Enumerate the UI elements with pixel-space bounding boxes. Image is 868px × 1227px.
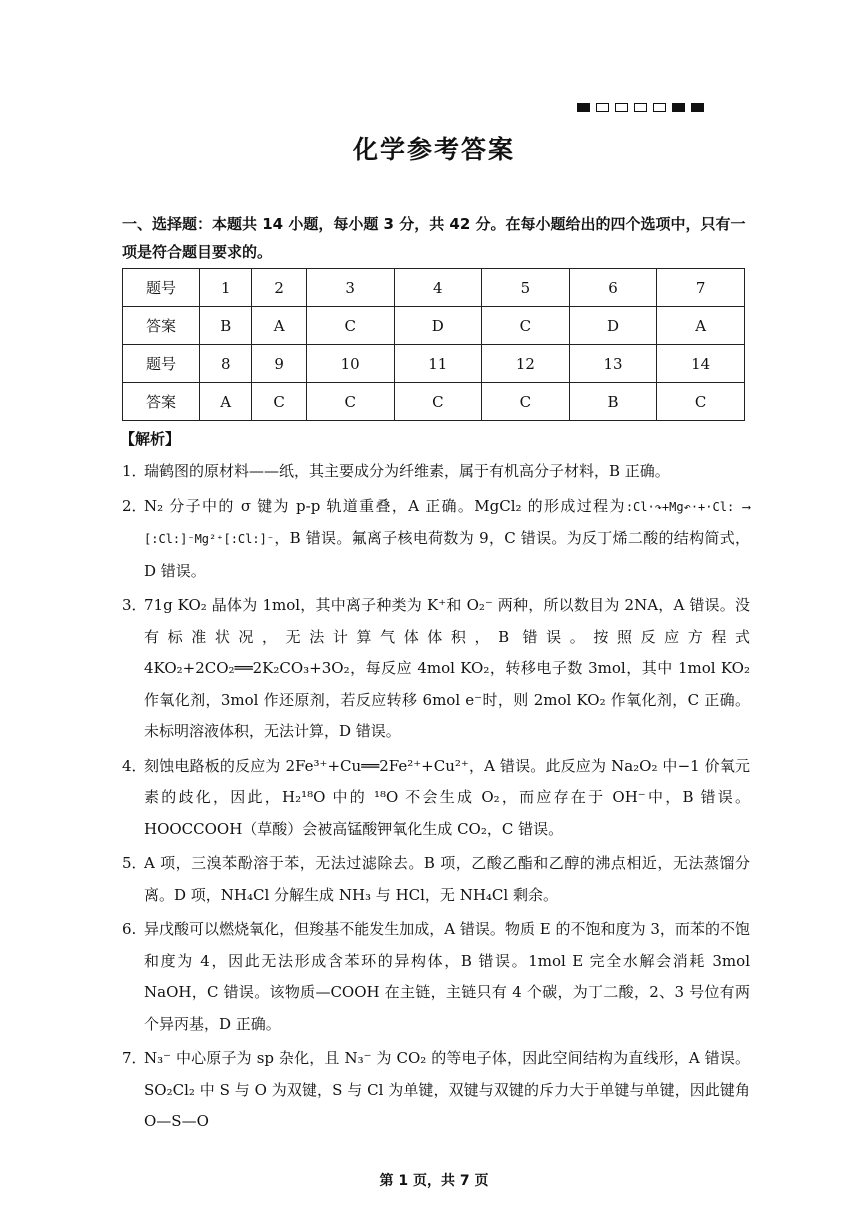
question-number: 2 (252, 269, 306, 307)
analysis-item (122, 848, 750, 911)
lewis-formula: :Cl·↷+Mg↶·+·Cl: ⟶ [:Cl:]⁻Mg²⁺[:Cl:]⁻ (144, 499, 750, 546)
analysis-item (122, 914, 750, 1040)
question-number: 8 (200, 345, 252, 383)
filled-mark (691, 103, 704, 112)
section-heading: 一、选择题：本题共 14 小题，每小题 3 分，共 42 分。在每小题给出的四个选项中，只有一项是符合题目要求的。 (122, 215, 746, 261)
answer-row (123, 383, 745, 421)
analysis-heading: 【解析】 (120, 430, 181, 448)
question-number: 5 (482, 269, 570, 307)
corner-marks (577, 103, 704, 112)
answer-cell: D (394, 307, 482, 345)
empty-mark (634, 103, 647, 112)
answer-cell: C (482, 307, 570, 345)
question-number: 1 (200, 269, 252, 307)
answer-cell: A (657, 307, 745, 345)
item-number: 4． (122, 756, 147, 775)
answer-cell: C (306, 307, 394, 345)
item-text (144, 491, 750, 588)
answer-table (122, 268, 745, 421)
row-label: 答案 (123, 307, 200, 345)
question-number: 11 (394, 345, 482, 383)
page-title: 化学参考答案 (352, 135, 515, 164)
question-number: 13 (569, 345, 657, 383)
filled-mark (672, 103, 685, 112)
answer-cell: C (306, 383, 394, 421)
question-row (123, 269, 745, 307)
question-number: 10 (306, 345, 394, 383)
analysis-list (122, 456, 750, 1141)
answer-cell: C (394, 383, 482, 421)
row-label: 题号 (123, 345, 200, 383)
answer-row (123, 307, 745, 345)
question-number: 14 (657, 345, 745, 383)
item-text: 71g KO₂ 晶体为 1mol，其中离子种类为 K⁺和 O₂⁻ 两种，所以数目为 2NA，A 错误。没有标准状况，无法计算气体体积，B 错误。按照反应方程式 4KO₂+2CO₂══2K₂CO₃+3O₂，每反应 4mol KO₂，转移电子数 3mol，其中 1mol KO₂ 作氧化剂，3mol 作还原剂，若反应转移 6mol e⁻时，则 2mol KO₂ 作氧化剂，C 正确。未标明溶液体积，无法计算，D 错误。 (144, 596, 750, 740)
answer-cell: B (569, 383, 657, 421)
row-label: 答案 (123, 383, 200, 421)
item-text: 刻蚀电路板的反应为 2Fe³⁺+Cu══2Fe²⁺+Cu²⁺，A 错误。此反应为 Na₂O₂ 中−1 价氧元素的歧化，因此，H₂¹⁸O 中的 ¹⁸O 不会生成 O₂，而应存在于 OH⁻中，B 错误。HOOCCOOH（草酸）会被高锰酸钾氧化生成 CO₂，C 错误。 (144, 756, 750, 838)
item-text-part: ，B 错误。氟离子核电荷数为 9，C 错误。为反丁烯二酸的结构简式，D 错误。 (144, 529, 750, 580)
answer-cell: B (200, 307, 252, 345)
question-row (123, 345, 745, 383)
answer-cell: C (657, 383, 745, 421)
answer-cell: D (569, 307, 657, 345)
item-number: 7． (122, 1049, 147, 1067)
row-label: 题号 (123, 269, 200, 307)
item-number: 1． (122, 462, 147, 480)
item-number: 2． (122, 496, 147, 515)
question-number: 3 (306, 269, 394, 307)
empty-mark (653, 103, 666, 112)
empty-mark (596, 103, 609, 112)
analysis-item (122, 491, 750, 588)
page-footer: 第 1 页，共 7 页 (379, 1173, 489, 1189)
item-number: 3． (122, 596, 147, 614)
answer-cell: A (252, 307, 306, 345)
analysis-item (122, 590, 750, 748)
question-number: 7 (657, 269, 745, 307)
empty-mark (615, 103, 628, 112)
item-text: 瑞鹤图的原材料——纸，其主要成分为纤维素，属于有机高分子材料，B 正确。 (144, 462, 670, 480)
question-number: 4 (394, 269, 482, 307)
item-text: 异戊酸可以燃烧氧化，但羧基不能发生加成，A 错误。物质 E 的不饱和度为 3，而苯的不饱和度为 4，因此无法形成含苯环的异构体，B 错误。1mol E 完全水解会消耗 3mol NaOH，C 错误。该物质—COOH 在主链，主链只有 4 个碳，为丁二酸，2、3 号位有两个异丙基，D 正确。 (144, 920, 750, 1033)
item-text: A 项，三溴苯酚溶于苯，无法过滤除去。B 项，乙酸乙酯和乙醇的沸点相近，无法蒸馏分离。D 项，NH₄Cl 分解生成 NH₃ 与 HCl，无 NH₄Cl 剩余。 (144, 854, 750, 904)
item-number: 6. (122, 920, 137, 938)
item-text: N₃⁻ 中心原子为 sp 杂化，且 N₃⁻ 为 CO₂ 的等电子体，因此空间结构为直线形，A 错误。SO₂Cl₂ 中 S 与 O 为双键，S 与 Cl 为单键，双键与双键的斥力大于单键与单键，因此键角 O—S—O (144, 1049, 750, 1130)
question-number: 12 (482, 345, 570, 383)
item-number: 5． (122, 854, 147, 872)
filled-mark (577, 103, 590, 112)
answer-cell: A (200, 383, 252, 421)
analysis-item (122, 751, 750, 846)
answer-cell: C (252, 383, 306, 421)
question-number: 9 (252, 345, 306, 383)
question-number: 6 (569, 269, 657, 307)
item-text-part: N₂ 分子中的 σ 键为 p-p 轨道重叠，A 正确。MgCl₂ 的形成过程为 (144, 496, 626, 515)
analysis-item (122, 456, 750, 488)
analysis-item (122, 1043, 750, 1138)
answer-cell: C (482, 383, 570, 421)
